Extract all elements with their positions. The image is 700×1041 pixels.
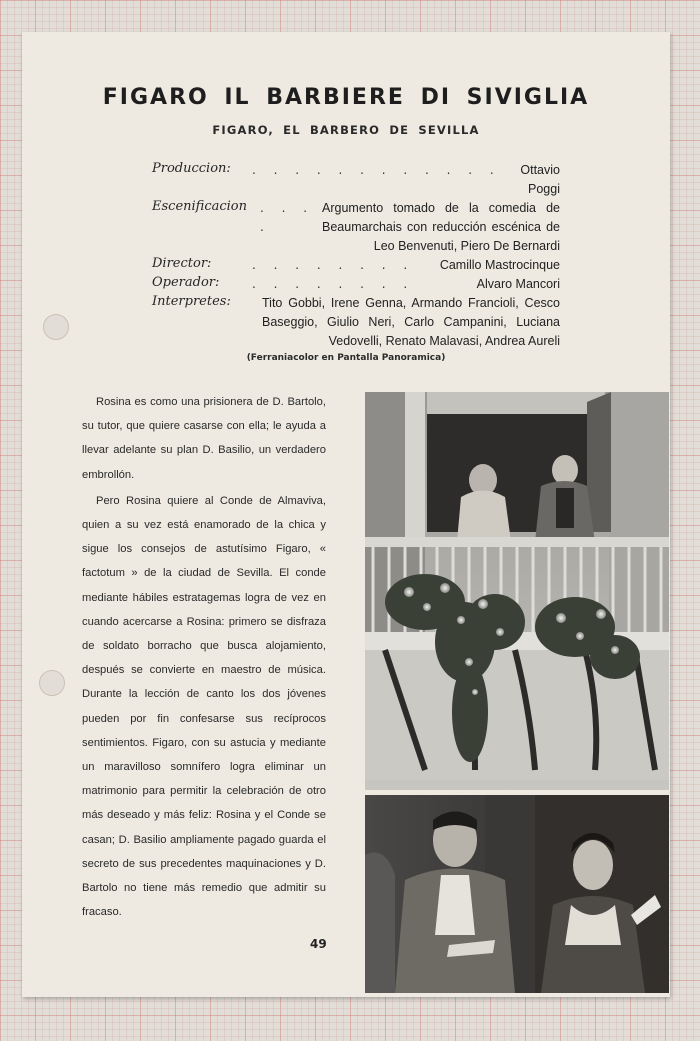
credit-produccion (152, 161, 560, 199)
credit-label: Produccion: (152, 161, 231, 176)
synopsis-paragraph-1: Rosina es como una prisionera de D. Bartolo, su tutor, que quiere casarse con ella; le ayuda a llevar adelante su plan D. Basilio, un verdadero embrollón. (82, 396, 326, 481)
synopsis-paragraph-2: Pero Rosina quiere al Conde de Almaviva, quien a su vez está enamorado de la chica y sigue los consejos de astutísimo Figaro, « factotum » de la ciudad de Sevilla. El conde mediante hábiles estratagemas logra de vez en cuando acercarse a Rosina: primero se disfraza de soldato borracho que busca alojamiento, después se convierte en maestro de música. Durante la lección de canto los dos jóvenes pueden por fin confesarse sus recíprocos sentimientos. Figaro, con su astucia y mediante un maravilloso somnífero logra eliminar un matrimonio para permitir la celebración de otro más deseado y más feliz: Rosina y el Conde se casan; D. Basilio ampliamente pagado guarda el secreto de sus precedentes maquinaciones y D. Bartolo no tiene más remedio que admitir su fracaso. (82, 494, 326, 919)
credit-escenificacion (152, 199, 560, 256)
page-subtitle: FIGARO, EL BARBERO DE SEVILLA (212, 123, 480, 137)
leader-dots: . . . . . . . . . . . . (252, 163, 501, 177)
credit-label: Director: (152, 256, 212, 271)
credit-value: Camillo Mastrocinque (439, 258, 560, 272)
credits-block (152, 161, 560, 351)
credit-operador (152, 275, 560, 294)
credit-label: Escenificacion (152, 199, 248, 214)
magazine-page (22, 32, 670, 997)
synopsis (82, 390, 326, 926)
figaro-rosina-photo (365, 795, 669, 993)
credit-value: Tito Gobbi, Irene Genna, Armando Francioli, Cesco Baseggio, Giulio Neri, Carlo Campanini, Luciana Vedovelli, Renato Malavasi, Andrea Aureli (262, 296, 560, 348)
leader-dots: . . . . . . . . (252, 258, 415, 272)
punch-hole-bottom (39, 670, 65, 696)
credit-value: Argumento tomado de la comedia de Beaumarchais con reducción escénica de Leo Benvenuti, Piero De Bernardi (322, 201, 560, 253)
leader-dots: . . . . . . . . (252, 277, 415, 291)
page-number: 49 (310, 937, 327, 951)
credit-label: Interpretes: (152, 294, 231, 309)
credit-interpretes (152, 294, 560, 351)
credit-label: Operador: (152, 275, 220, 290)
leader-dots: . . . . (260, 201, 315, 234)
punch-hole-top (43, 314, 69, 340)
balcony-scene-photo (365, 392, 669, 790)
credit-director (152, 256, 560, 275)
page-title: FIGARO IL BARBIERE DI SIVIGLIA (102, 85, 590, 110)
credit-value: Alvaro Mancori (476, 277, 560, 291)
credit-value: Ottavio Poggi (520, 163, 560, 196)
format-note: (Ferraniacolor en Pantalla Panoramica) (246, 353, 446, 363)
